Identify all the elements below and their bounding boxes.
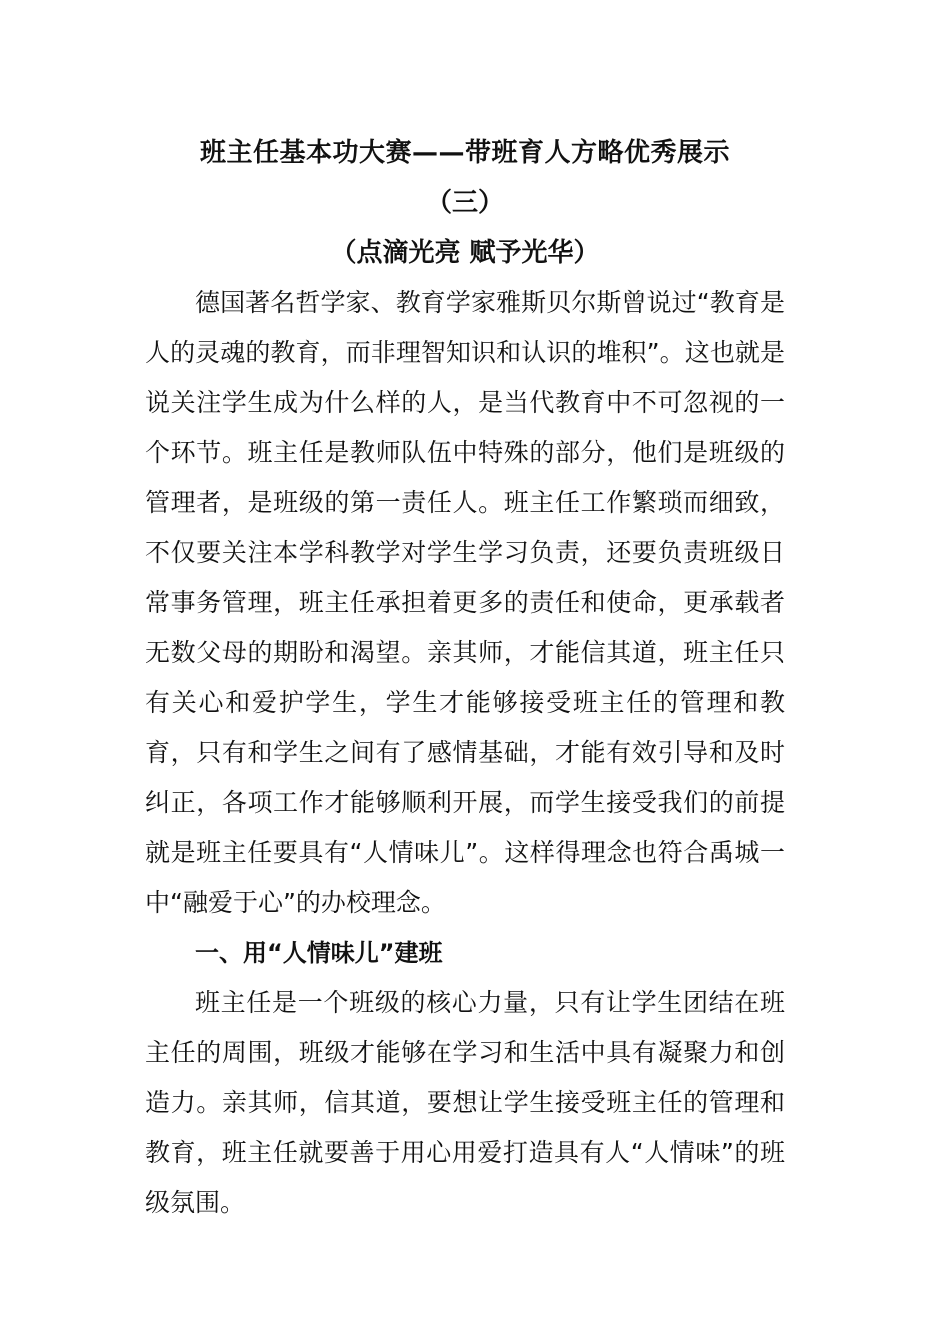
document-subtitle: （点滴光亮 赋予光华） bbox=[330, 238, 600, 268]
section-heading: 一、用“人情味儿”建班 bbox=[195, 939, 443, 967]
document-body bbox=[145, 128, 785, 1228]
intro-paragraph: 德国著名哲学家、教育学家雅斯贝尔斯曾说过“教育是人的灵魂的教育，而非理智知识和认识的堆积”。这也就是说关注学生成为什么样的人，是当代教育中不可忽视的一个环节。班主任是教师队伍中特殊的部分，他们是班级的管理者，是班级的第一责任人。班主任工作繁琐而细致，不仅要关注本学科教学对学生学习负责，还要负责班级日常事务管理，班主任承担着更多的责任和使命，更承载者无数父母的期盼和渴望。亲其师，才能信其道，班主任只有关心和爱护学生，学生才能够接受班主任的管理和教育，只有和学生之间有了感情基础，才能有效引导和及时纠正，各项工作才能够顺利开展，而学生接受我们的前提就是班主任要具有“人情味儿”。这样得理念也符合禹城一中“融爱于心”的办校理念。 bbox=[145, 288, 785, 917]
document-title-part: （三） bbox=[425, 188, 504, 218]
section-paragraph: 班主任是一个班级的核心力量，只有让学生团结在班主任的周围，班级才能够在学习和生活中具有凝聚力和创造力。亲其师，信其道，要想让学生接受班主任的管理和教育，班主任就要善于用心用爱打造具有人“人情味”的班级氛围。 bbox=[145, 988, 785, 1217]
document-title: 班主任基本功大赛——带班育人方略优秀展示 bbox=[199, 138, 730, 168]
